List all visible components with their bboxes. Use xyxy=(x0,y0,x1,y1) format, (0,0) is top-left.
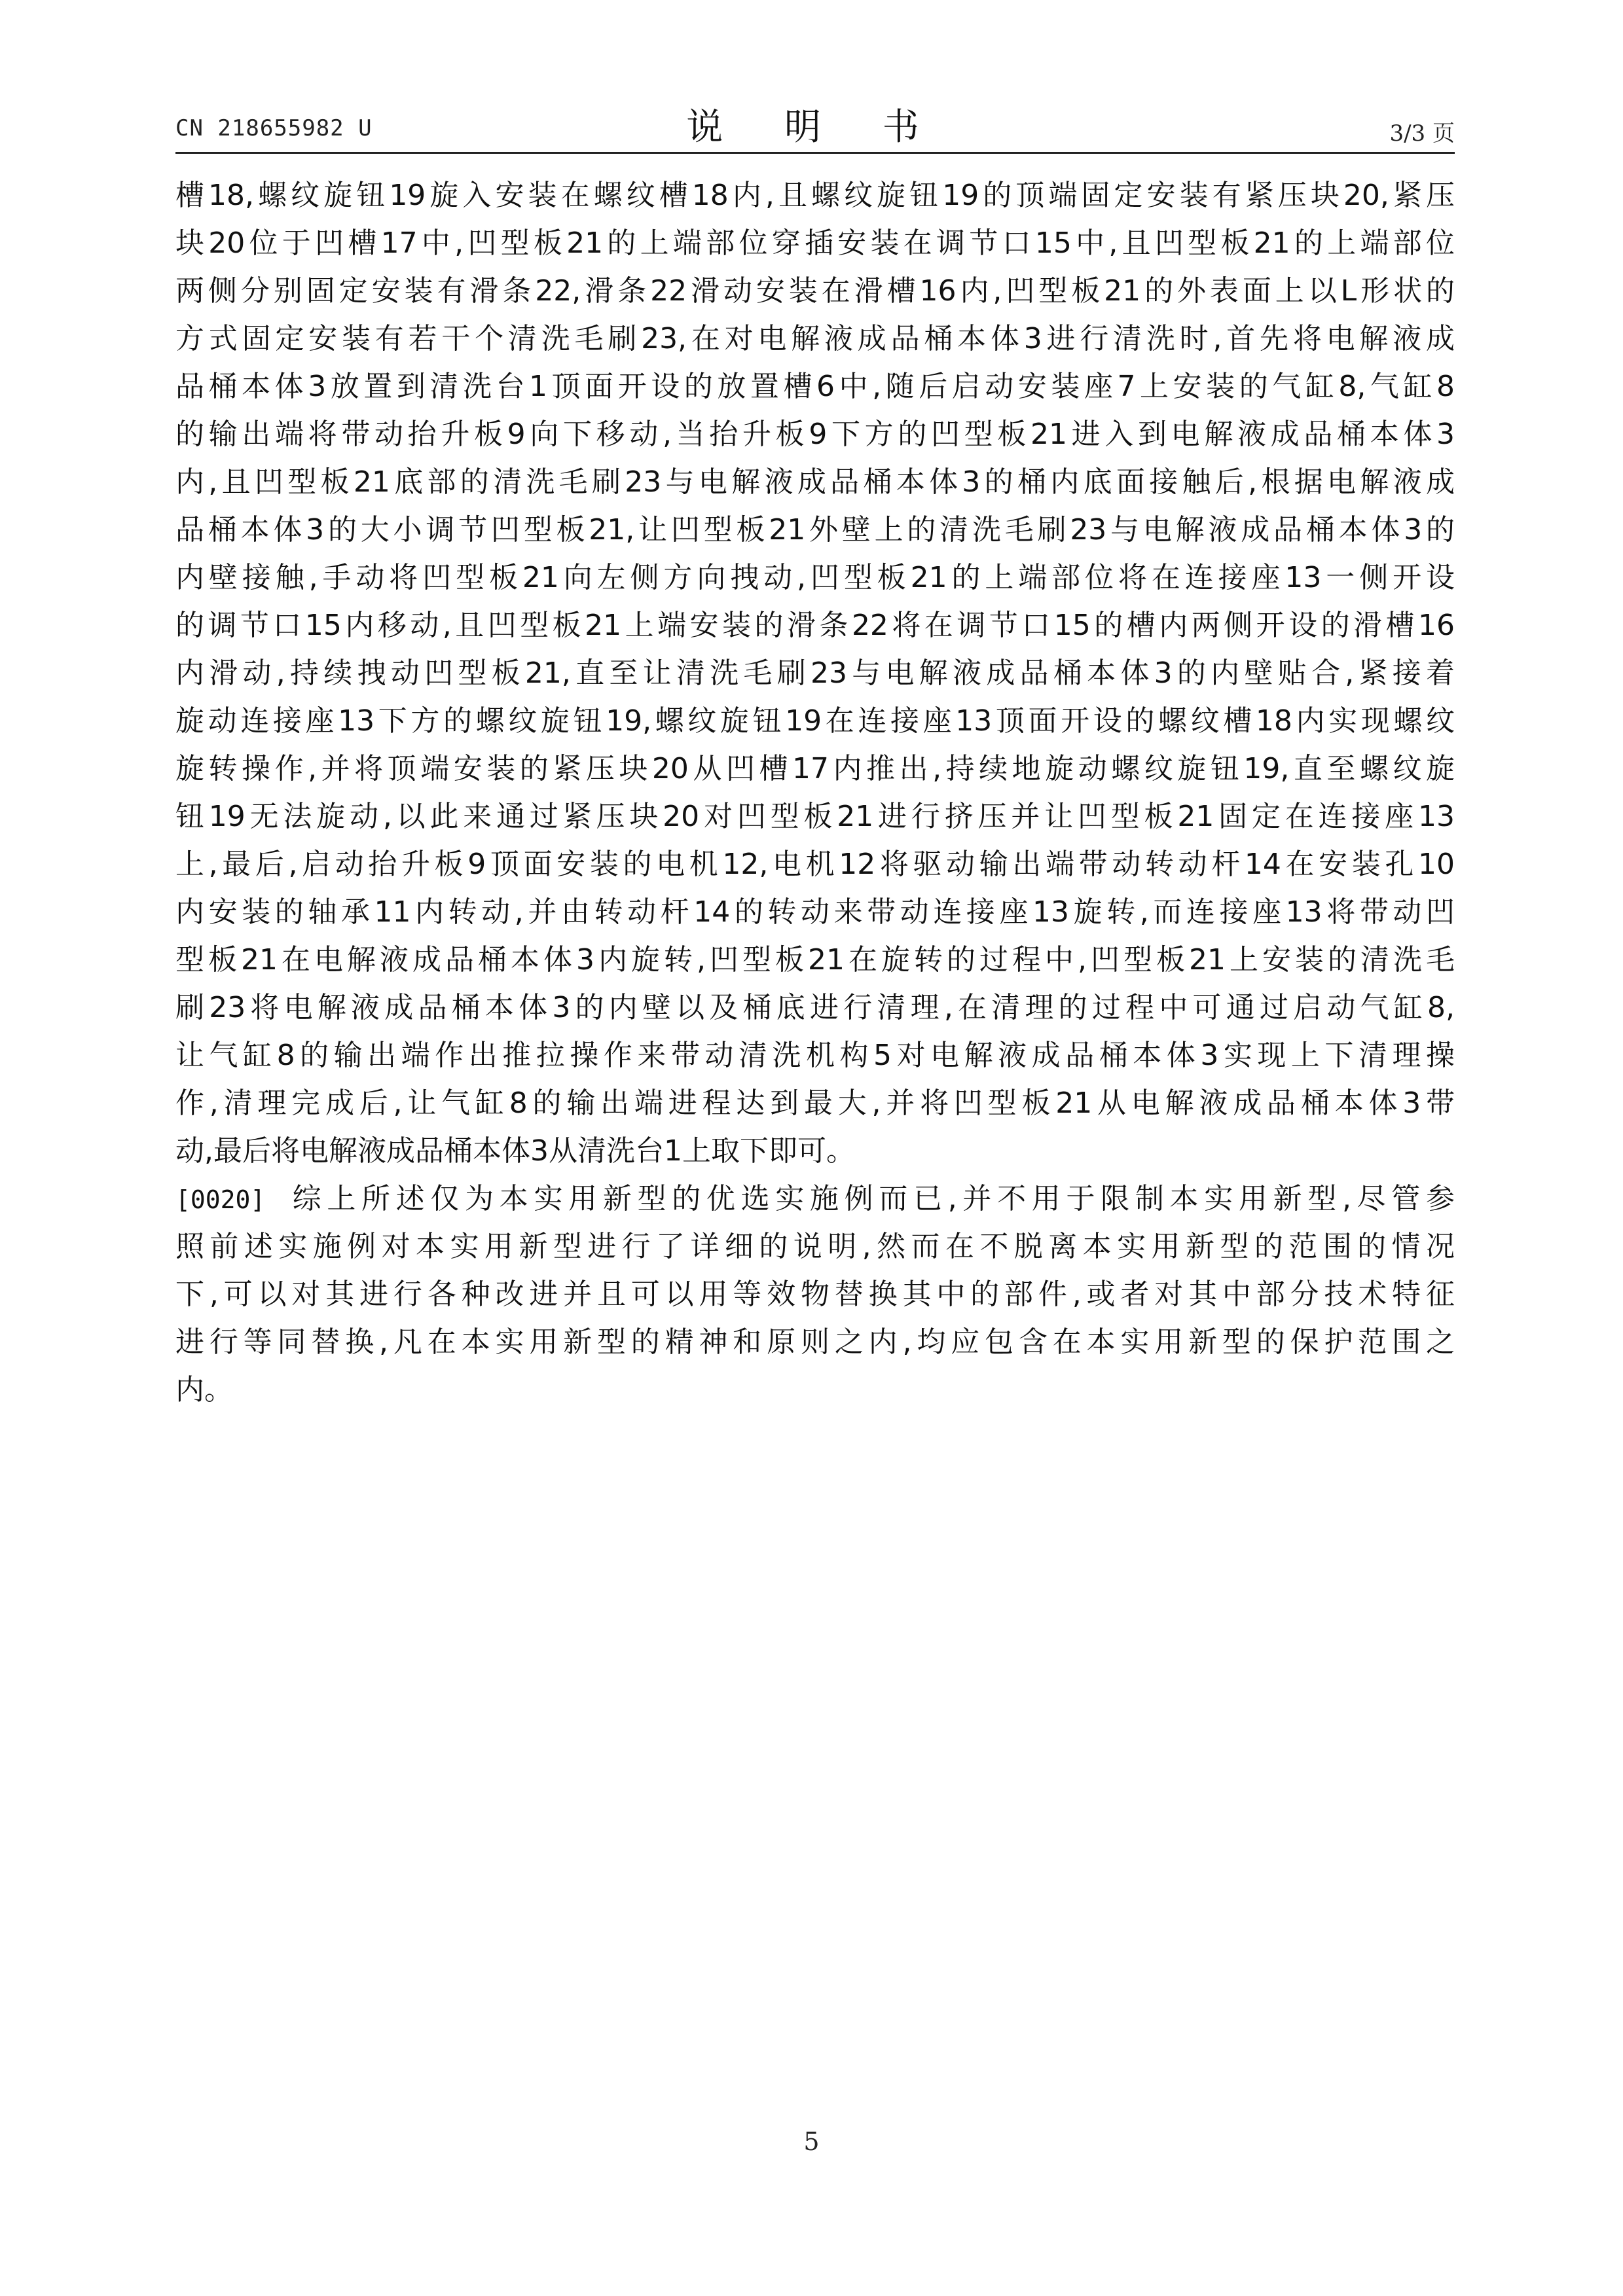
page-header xyxy=(175,98,1455,147)
text-line: 品桶本体3的大小调节凹型板21,让凹型板21外壁上的清洗毛刷23与电解液成品桶本体3的 xyxy=(175,513,1455,547)
text-line: 旋转操作,并将顶端安装的紧压块20从凹槽17内推出,持续地旋动螺纹旋钮19,直至螺纹旋 xyxy=(175,752,1455,785)
text-line: 品桶本体3放置到清洗台1顶面开设的放置槽6中,随后启动安装座7上安装的气缸8,气缸8 xyxy=(175,370,1455,403)
paragraph-number: [0020] xyxy=(175,1185,266,1214)
text-line: 两侧分别固定安装有滑条22,滑条22滑动安装在滑槽16内,凹型板21的外表面上以L形状的 xyxy=(175,274,1455,308)
text-line: 钮19无法旋动,以此来通过紧压块20对凹型板21进行挤压并让凹型板21固定在连接座13 xyxy=(175,800,1455,833)
text-line: 旋动连接座13下方的螺纹旋钮19,螺纹旋钮19在连接座13顶面开设的螺纹槽18内实现螺纹 xyxy=(175,704,1455,738)
text-line: 内壁接触,手动将凹型板21向左侧方向拽动,凹型板21的上端部位将在连接座13一侧开设 xyxy=(175,561,1455,594)
text-line: 内。 xyxy=(175,1373,233,1407)
text-line: 进行等同替换,凡在本实用新型的精神和原则之内,均应包含在本实用新型的保护范围之 xyxy=(175,1325,1455,1359)
text-line: 内安装的轴承11内转动,并由转动杆14的转动来带动连接座13旋转,而连接座13将带动凹 xyxy=(175,895,1455,929)
text-line: 上,最后,启动抬升板9顶面安装的电机12,电机12将驱动输出端带动转动杆14在安装孔10 xyxy=(175,848,1455,881)
paragraph-0020 xyxy=(175,1175,1455,1414)
text-line: 型板21在电解液成品桶本体3内旋转,凹型板21在旋转的过程中,凹型板21上安装的清洗毛 xyxy=(175,943,1455,977)
text-line: 的输出端将带动抬升板9向下移动,当抬升板9下方的凹型板21进入到电解液成品桶本体3 xyxy=(175,418,1455,451)
text-line: 块20位于凹槽17中,凹型板21的上端部位穿插安装在调节口15中,且凹型板21的上端部位 xyxy=(175,226,1455,260)
text-line: 的调节口15内移动,且凹型板21上端安装的滑条22将在调节口15的槽内两侧开设的滑槽16 xyxy=(175,609,1455,642)
header-divider xyxy=(175,152,1455,154)
text-line: 动,最后将电解液成品桶本体3从清洗台1上取下即可。 xyxy=(175,1134,855,1168)
patent-number: CN 218655982 U xyxy=(175,115,373,141)
text-line: 照前述实施例对本实用新型进行了详细的说明,然而在不脱离本实用新型的范围的情况 xyxy=(175,1230,1455,1263)
text-line-content: 综上所述仅为本实用新型的优选实施例而已,并不用于限制本实用新型,尽管参 xyxy=(287,1182,1455,1215)
text-line: 内,且凹型板21底部的清洗毛刷23与电解液成品桶本体3的桶内底面接触后,根据电解液成 xyxy=(175,465,1455,499)
text-line: 内滑动,持续拽动凹型板21,直至让清洗毛刷23与电解液成品桶本体3的内壁贴合,紧接着 xyxy=(175,656,1455,690)
text-line: 下,可以对其进行各种改进并且可以用等效物替换其中的部件,或者对其中部分技术特征 xyxy=(175,1278,1455,1311)
document-title: 说 明 书 xyxy=(686,106,944,149)
document-body xyxy=(175,171,1455,1414)
paragraph-continuation xyxy=(175,171,1455,1175)
text-line xyxy=(175,1175,1455,1223)
text-line: 让气缸8的输出端作出推拉操作来带动清洗机构5对电解液成品桶本体3实现上下清理操 xyxy=(175,1039,1455,1072)
text-line: 方式固定安装有若干个清洗毛刷23,在对电解液成品桶本体3进行清洗时,首先将电解液成 xyxy=(175,322,1455,355)
page-indicator: 3/3 页 xyxy=(1389,120,1455,147)
text-line: 作,清理完成后,让气缸8的输出端进程达到最大,并将凹型板21从电解液成品桶本体3带 xyxy=(175,1086,1455,1120)
page-number: 5 xyxy=(803,2127,820,2156)
text-line: 刷23将电解液成品桶本体3的内壁以及桶底进行清理,在清理的过程中可通过启动气缸8, xyxy=(175,991,1455,1024)
text-line: 槽18,螺纹旋钮19旋入安装在螺纹槽18内,且螺纹旋钮19的顶端固定安装有紧压块20,紧压 xyxy=(175,179,1455,212)
